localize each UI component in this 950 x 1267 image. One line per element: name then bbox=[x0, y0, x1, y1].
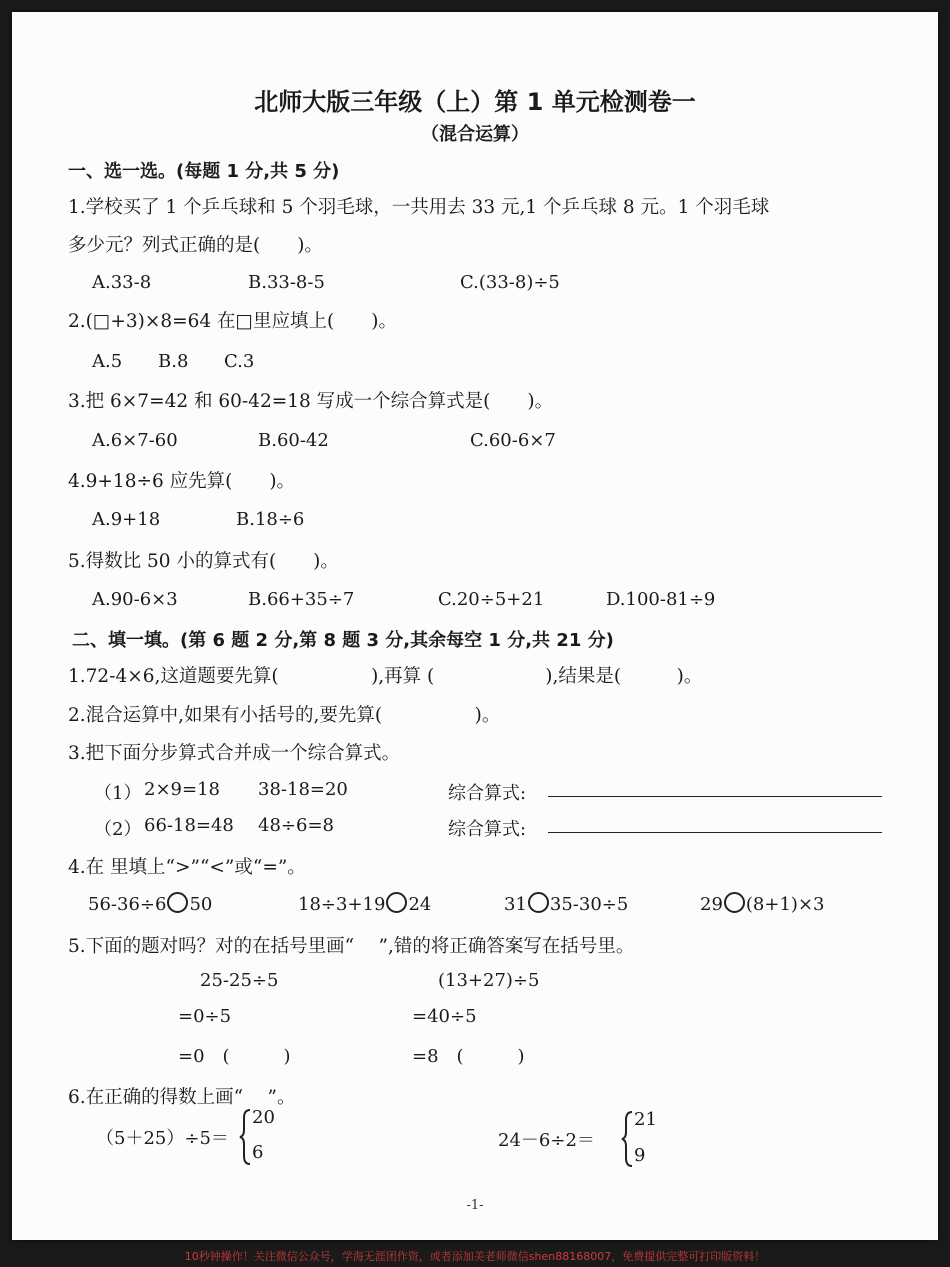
compare-circle[interactable] bbox=[528, 892, 549, 913]
s2-q3-row1-answer-label: 综合算式: bbox=[448, 783, 527, 804]
page-number: -1- bbox=[466, 1198, 484, 1213]
s2-q4-item3-left: 31 bbox=[504, 894, 527, 915]
s1-q1-option-a: A.33-8 bbox=[92, 272, 152, 293]
s1-q4-option-a: A.9+18 bbox=[92, 509, 161, 530]
s1-q5-option-c: C.20÷5+21 bbox=[438, 589, 545, 610]
s1-q5-text: 5.得数比 50 小的算式有( )。 bbox=[68, 551, 339, 572]
s2-q3-row1-step1: 2×9=18 bbox=[144, 779, 220, 800]
s2-q3-row2-step2: 48÷6=8 bbox=[258, 815, 334, 836]
exam-paper bbox=[12, 12, 938, 1240]
s2-q5-left-step2: =0÷5 bbox=[178, 1006, 232, 1027]
compare-circle[interactable] bbox=[386, 892, 407, 913]
s2-q4-item4 bbox=[700, 892, 824, 915]
s2-q4-text: 4.在 里填上“>”“<”或“=”。 bbox=[68, 857, 306, 878]
s1-q3-text: 3.把 6×7=42 和 60-42=18 写成一个综合算式是( )。 bbox=[68, 391, 554, 412]
s2-q3-row2-label: （2） bbox=[94, 819, 142, 840]
s2-q4-item3 bbox=[504, 892, 628, 915]
s1-q3-option-c: C.60-6×7 bbox=[470, 430, 556, 451]
s2-q6-right-choice1[interactable]: 21 bbox=[634, 1109, 657, 1130]
section1-heading: 一、选一选。(每题 1 分,共 5 分) bbox=[68, 161, 340, 182]
s2-q5-right-step2: =40÷5 bbox=[412, 1006, 477, 1027]
s2-q4-item4-right: (8+1)×3 bbox=[745, 894, 825, 915]
s2-q3-row1-answer-line[interactable] bbox=[548, 796, 882, 797]
s2-q6-right-expr: 24－6÷2＝ bbox=[498, 1130, 595, 1151]
s2-q3-row2-step1: 66-18=48 bbox=[144, 815, 234, 836]
s2-q5-text: 5.下面的题对吗？对的在括号里画“ ”,错的将正确答案写在括号里。 bbox=[68, 936, 635, 957]
s1-q2-option-c: C.3 bbox=[224, 351, 255, 372]
s2-q5-right-step1: (13+27)÷5 bbox=[438, 970, 540, 991]
s2-q5-right-step3: =8 ( ) bbox=[412, 1046, 525, 1067]
left-brace-icon bbox=[620, 1110, 634, 1168]
s2-q3-row1-label: （1） bbox=[94, 783, 142, 804]
s1-q5-option-b: B.66+35÷7 bbox=[248, 589, 355, 610]
s2-q4-item3-right: 35-30÷5 bbox=[549, 894, 629, 915]
s1-q5-option-a: A.90-6×3 bbox=[92, 589, 178, 610]
s2-q3-row2-answer-label: 综合算式: bbox=[448, 819, 527, 840]
s1-q4-option-b: B.18÷6 bbox=[236, 509, 305, 530]
s1-q2-text: 2.(□+3)×8=64 在□里应填上( )。 bbox=[68, 311, 397, 332]
s1-q1-option-c: C.(33-8)÷5 bbox=[460, 272, 560, 293]
s1-q4-text: 4.9+18÷6 应先算( )。 bbox=[68, 471, 296, 492]
s2-q3-text: 3.把下面分步算式合并成一个综合算式。 bbox=[68, 743, 401, 764]
left-brace-icon bbox=[238, 1108, 252, 1166]
s1-q1-option-b: B.33-8-5 bbox=[248, 272, 325, 293]
s2-q6-left-choice1[interactable]: 20 bbox=[252, 1107, 275, 1128]
s2-q3-row2-answer-line[interactable] bbox=[548, 832, 882, 833]
s2-q4-item1-right: 50 bbox=[189, 894, 213, 915]
s1-q3-option-b: B.60-42 bbox=[258, 430, 329, 451]
s1-q1-line1: 1.学校买了 1 个乒乓球和 5 个羽毛球，一共用去 33 元,1 个乒乓球 8 元。1 个羽毛球 bbox=[68, 197, 770, 218]
s1-q2-option-a: A.5 bbox=[92, 351, 123, 372]
section2-heading: 二、填一填。(第 6 题 2 分,第 8 题 3 分,其余每空 1 分,共 21 分) bbox=[72, 630, 614, 651]
s1-q1-line2: 多少元？列式正确的是( )。 bbox=[68, 235, 323, 256]
s2-q5-left-step3: =0 ( ) bbox=[178, 1046, 291, 1067]
s1-q2-option-b: B.8 bbox=[158, 351, 189, 372]
s2-q6-left-choice2[interactable]: 6 bbox=[252, 1142, 264, 1163]
s2-q2-text: 2.混合运算中,如果有小括号的,要先算( )。 bbox=[68, 705, 501, 726]
s2-q4-item2-right: 24 bbox=[408, 894, 432, 915]
footer-notice: 10秒钟操作！关注微信公众号，学海无涯团作资，或者添加美老师微信shen88168007，免费提供完整可打印版资料！ bbox=[184, 1250, 766, 1263]
s2-q4-item2 bbox=[298, 892, 431, 915]
page-title: 北师大版三年级（上）第 1 单元检测卷一 bbox=[254, 88, 696, 116]
s1-q3-option-a: A.6×7-60 bbox=[92, 430, 178, 451]
compare-circle[interactable] bbox=[724, 892, 745, 913]
s2-q4-item4-left: 29 bbox=[700, 894, 723, 915]
s2-q1-text: 1.72-4×6,这道题要先算( ),再算 ( ),结果是( )。 bbox=[68, 666, 703, 687]
page-subtitle: （混合运算） bbox=[421, 124, 529, 145]
s1-q5-option-d: D.100-81÷9 bbox=[606, 589, 716, 610]
s2-q5-left-step1: 25-25÷5 bbox=[200, 970, 279, 991]
s2-q4-item2-left: 18÷3+19 bbox=[298, 894, 386, 915]
s2-q6-right-choice2[interactable]: 9 bbox=[634, 1145, 646, 1166]
s2-q4-item1 bbox=[88, 892, 212, 915]
s2-q6-text: 6.在正确的得数上画“ ”。 bbox=[68, 1087, 296, 1108]
compare-circle[interactable] bbox=[167, 892, 188, 913]
s2-q3-row1-step2: 38-18=20 bbox=[258, 779, 348, 800]
s2-q6-left-expr: （5＋25）÷5＝ bbox=[96, 1128, 229, 1149]
s2-q4-item1-left: 56-36÷6 bbox=[88, 894, 167, 915]
